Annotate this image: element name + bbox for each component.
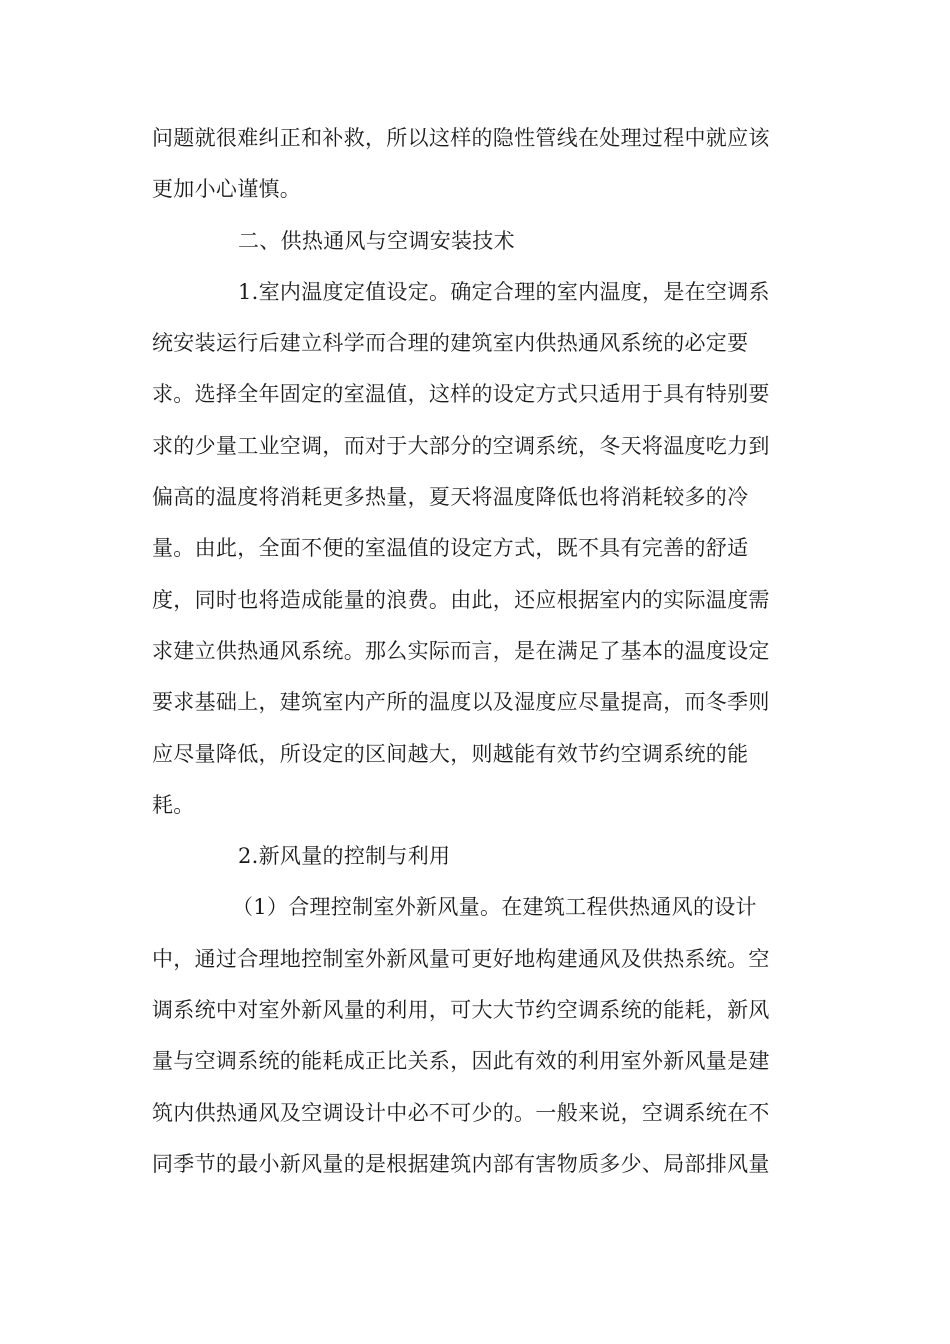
body-text — [152, 113, 802, 1190]
text-line: 量。由此，全面不便的室温值的设定方式，既不具有完善的舒适 — [152, 536, 749, 561]
text-line: 求建立供热通风系统。那么实际而言，是在满足了基本的温度设定 — [152, 638, 770, 663]
text-line: 量与空调系统的能耗成正比关系，因此有效的利用室外新风量是建 — [152, 1049, 770, 1074]
text-line: 耗。 — [152, 792, 195, 817]
text-line: 更加小心谨慎。 — [152, 177, 302, 202]
text-line: 要求基础上，建筑室内产所的温度以及湿度应尽量提高，而冬季则 — [152, 690, 770, 715]
text-line: 统安装运行后建立科学而合理的建筑室内供热通风系统的必定要 — [152, 331, 749, 356]
text-line: 求的少量工业空调，而对于大部分的空调系统，冬天将温度吃力到 — [152, 433, 770, 458]
subsection-heading: 2.新风量的控制与利用 — [238, 844, 451, 869]
text-line: 同季节的最小新风量的是根据建筑内部有害物质多少、局部排风量 — [152, 1151, 770, 1176]
text-line: 问题就很难纠正和补救，所以这样的隐性管线在处理过程中就应该 — [152, 126, 770, 150]
text-line: 筑内供热通风及空调设计中必不可少的。一般来说，空调系统在不 — [152, 1100, 770, 1125]
text-line: 1.室内温度定值设定。确定合理的室内温度，是在空调系 — [238, 279, 770, 304]
text-line: 求。选择全年固定的室温值，这样的设定方式只适用于具有特别要 — [152, 382, 770, 407]
section-heading: 二、供热通风与空调安装技术 — [238, 228, 515, 253]
text-line: 调系统中对室外新风量的利用，可大大节约空调系统的能耗，新风 — [152, 998, 770, 1023]
text-line: 度，同时也将造成能量的浪费。由此，还应根据室内的实际温度需 — [152, 587, 770, 612]
text-line: 中，通过合理地控制室外新风量可更好地构建通风及供热系统。空 — [152, 946, 770, 971]
text-line: 偏高的温度将消耗更多热量，夏天将温度降低也将消耗较多的冷 — [152, 485, 749, 510]
text-line: （1）合理控制室外新风量。在建筑工程供热通风的设计 — [232, 895, 757, 920]
text-line: 应尽量降低，所设定的区间越大，则越能有效节约空调系统的能 — [152, 741, 749, 766]
